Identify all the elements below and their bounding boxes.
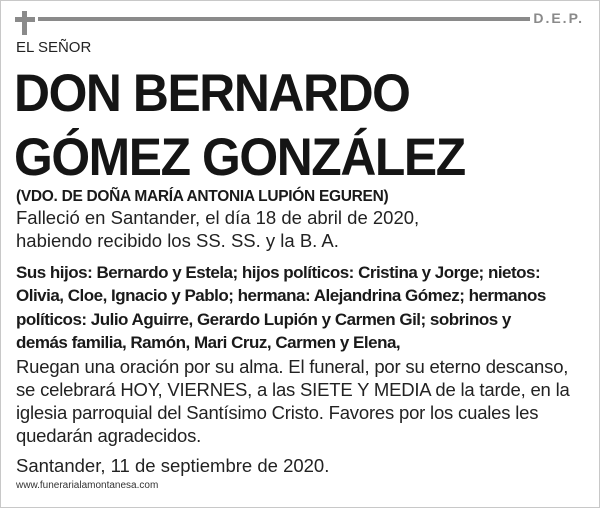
place-date: Santander, 11 de septiembre de 2020. [16, 455, 330, 476]
widow-of: (VDO. DE DOÑA MARÍA ANTONIA LUPIÓN EGUREN) [16, 188, 389, 205]
text-line: demás familia, Ramón, Mari Cruz, Carmen y Elena, [16, 332, 401, 352]
text-line: Ruegan una oración por su alma. El funeral, por su eterno descanso, [16, 356, 569, 377]
name-line-2: GÓMEZ GONZÁLEZ [14, 128, 465, 187]
text-line: Falleció en Santander, el día 18 de abril de 2020, [16, 207, 420, 228]
header-rule [38, 17, 530, 21]
cross-icon [15, 11, 35, 35]
title-prefix: EL SEÑOR [16, 39, 92, 56]
text-line: iglesia parroquial del Santísimo Cristo. Favores por los cuales les [16, 402, 539, 423]
dep-badge: D.E.P. [533, 10, 584, 26]
text-line: políticos: Julio Aguirre, Gerardo Lupión y Carmen Gil; sobrinos y [16, 309, 511, 329]
name-line-1: DON BERNARDO [14, 64, 410, 123]
text-line: Olivia, Cloe, Ignacio y Pablo; hermana: Alejandrina Gómez; hermanos [16, 286, 546, 306]
text-line: quedarán agradecidos. [16, 425, 202, 446]
website-link[interactable]: www.funerarialamontanesa.com [16, 480, 159, 491]
family-paragraph [16, 261, 546, 354]
deceased-name [14, 62, 465, 190]
request-paragraph [16, 355, 570, 447]
text-line: Sus hijos: Bernardo y Estela; hijos políticos: Cristina y Jorge; nietos: [16, 263, 541, 282]
text-line: habiendo recibido los SS. SS. y la B. A. [16, 230, 339, 251]
death-paragraph [16, 206, 419, 252]
text-line: se celebrará HOY, VIERNES, a las SIETE Y MEDIA de la tarde, en la [16, 379, 570, 400]
